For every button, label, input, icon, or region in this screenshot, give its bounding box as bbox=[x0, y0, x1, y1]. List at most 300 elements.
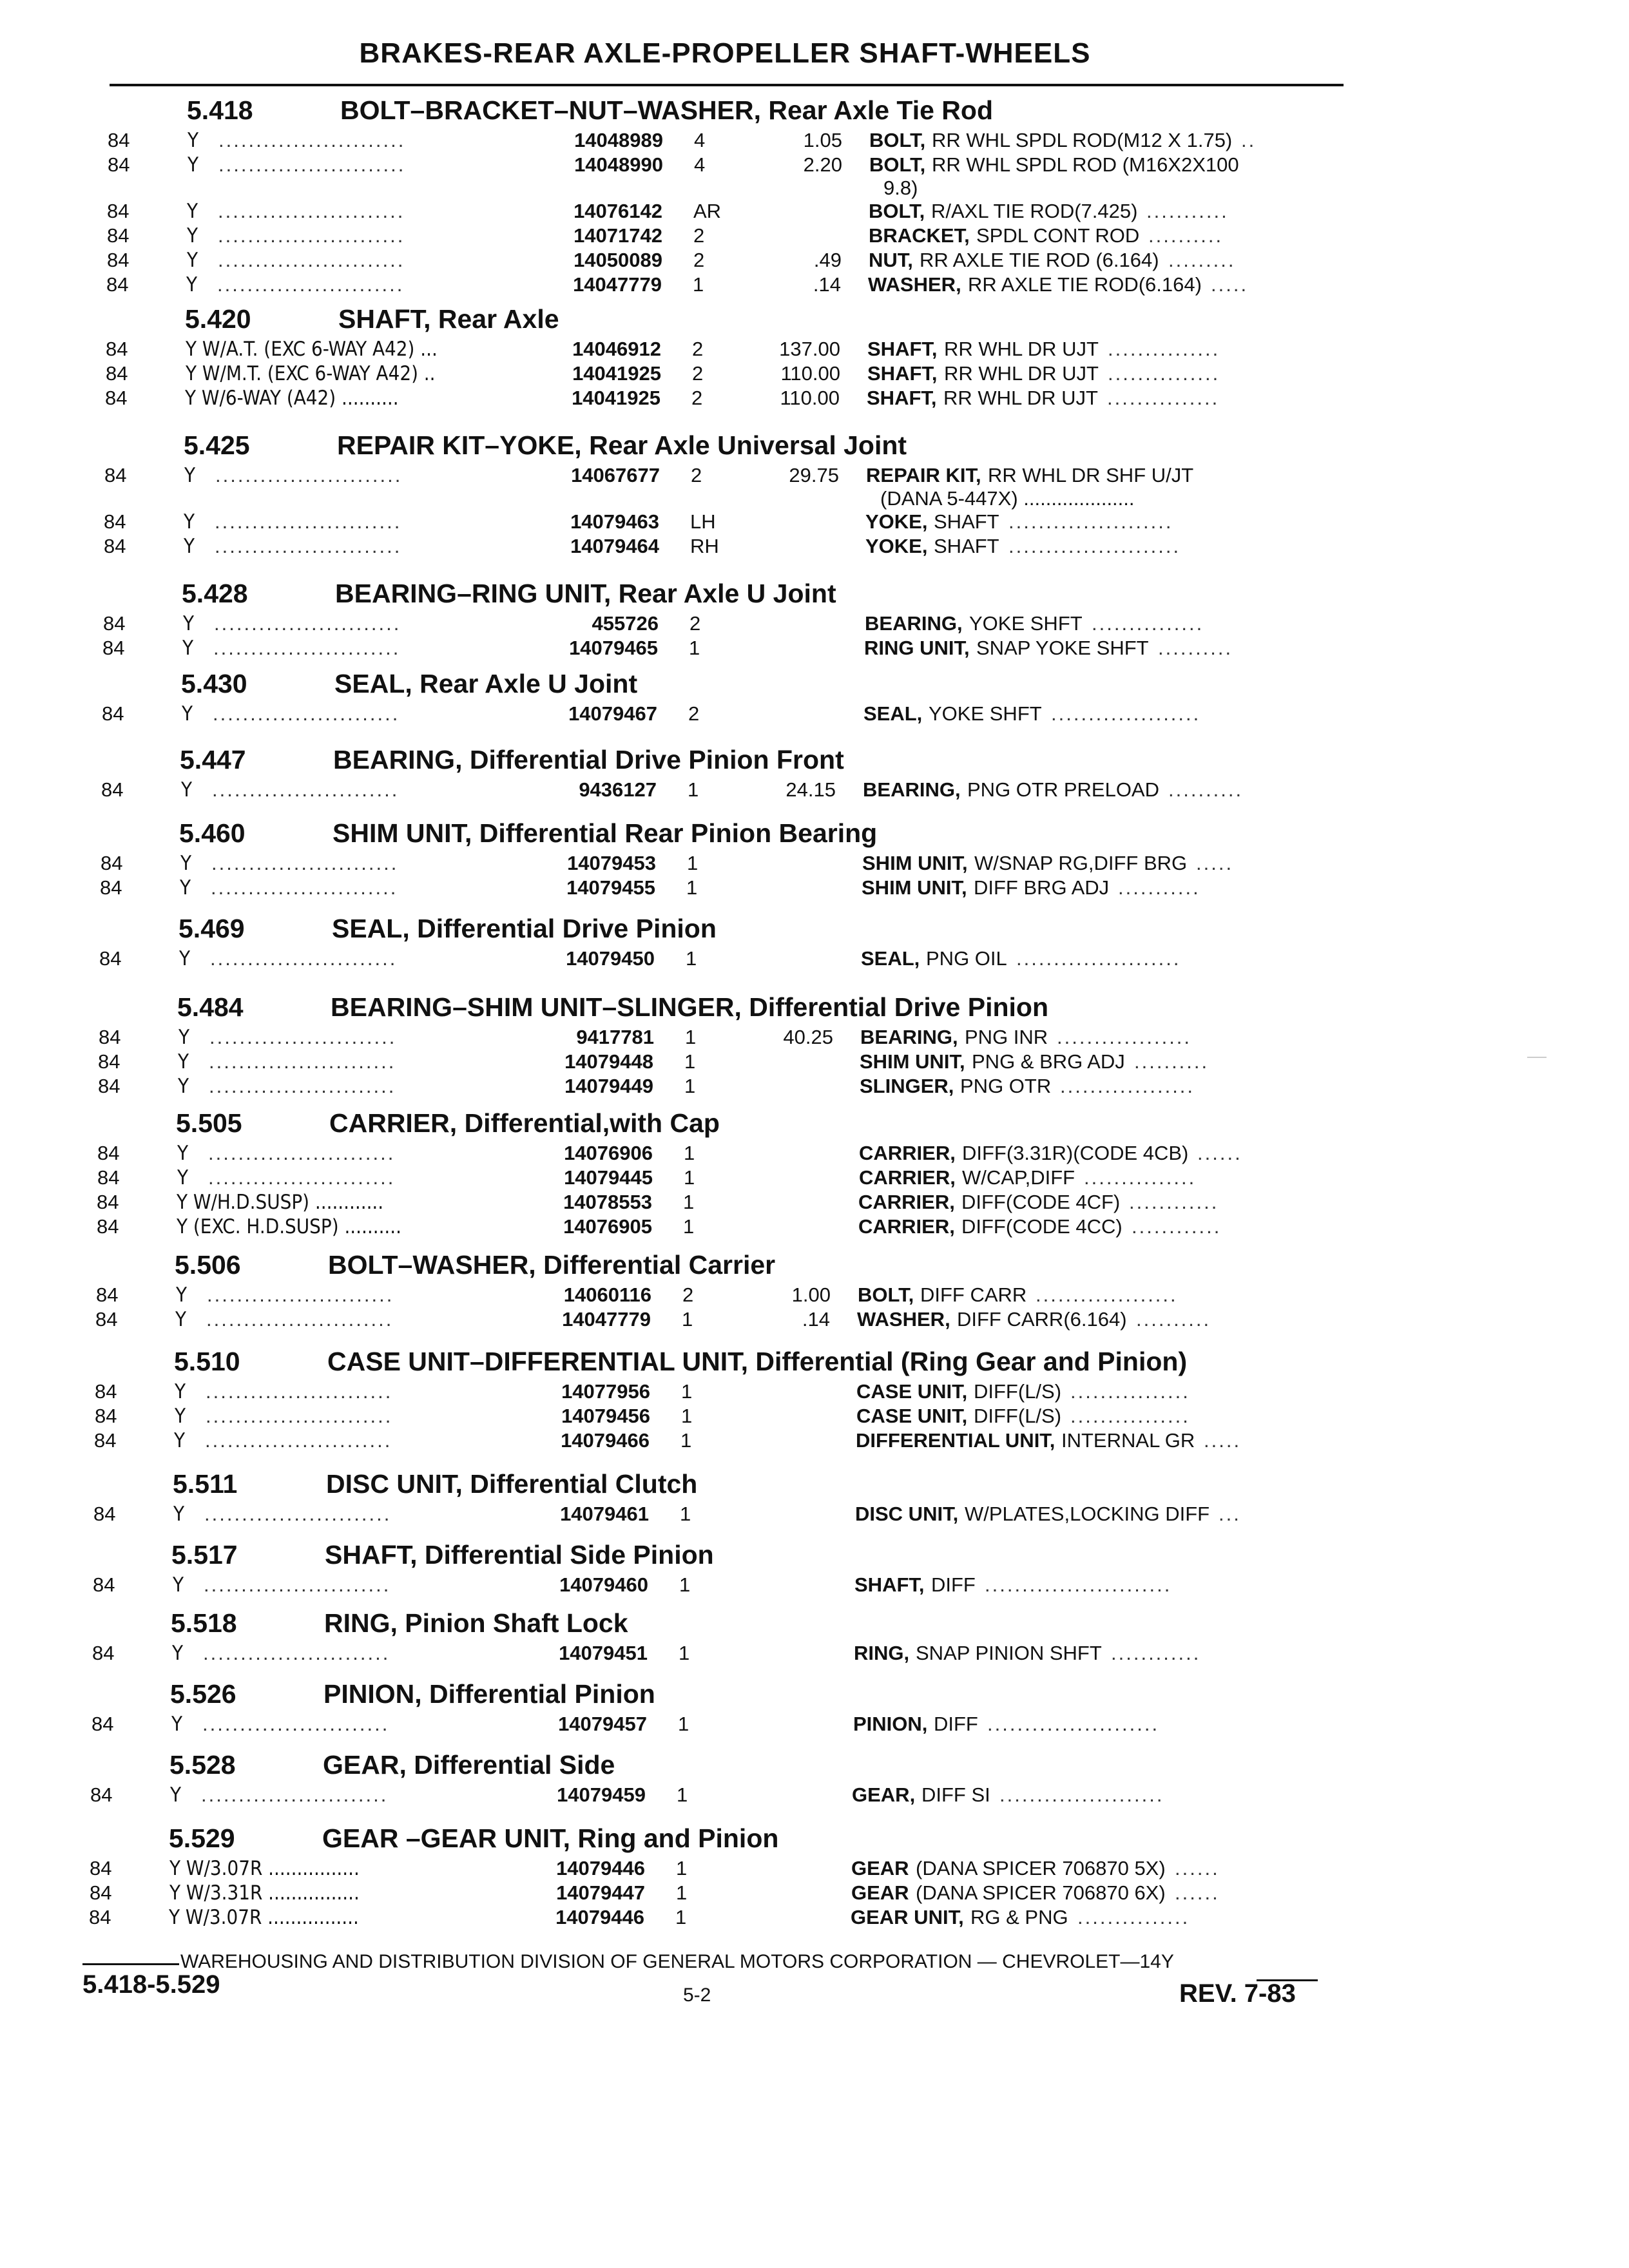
part-description: (DANA SPICER 706870 6X) bbox=[916, 1881, 1166, 1904]
part-description: SHAFT bbox=[934, 510, 999, 533]
vehicle-model: Y bbox=[175, 1380, 186, 1403]
part-number: 14079445 bbox=[564, 1166, 653, 1189]
quantity: 1 bbox=[676, 1881, 688, 1904]
vehicle-model: Y bbox=[187, 200, 198, 223]
part-description: PNG INR bbox=[965, 1026, 1048, 1048]
quantity: 1 bbox=[679, 1642, 690, 1664]
parts-row bbox=[0, 535, 1629, 561]
part-number: 14079447 bbox=[556, 1881, 645, 1904]
footer-publisher: WAREHOUSING AND DISTRIBUTION DIVISION OF GENERAL MOTORS CORPORATION — CHEVROLET—14Y bbox=[180, 1951, 1174, 1972]
header-rule bbox=[110, 84, 1344, 86]
parts-row bbox=[0, 1283, 1629, 1309]
part-number: 14079465 bbox=[569, 637, 658, 659]
part-number: 14041925 bbox=[572, 387, 660, 409]
quantity: 2 bbox=[691, 464, 702, 486]
unit-price: 2.20 bbox=[803, 153, 842, 176]
quantity: LH bbox=[690, 510, 716, 533]
part-number: 14079459 bbox=[557, 1783, 646, 1806]
parts-row bbox=[0, 1405, 1629, 1430]
model-year: 84 bbox=[92, 1642, 115, 1664]
parts-row-continued bbox=[0, 177, 1629, 202]
leader-dots: ......................... bbox=[209, 1050, 396, 1073]
part-name: YOKE, bbox=[865, 510, 928, 533]
section-number: 5.447 bbox=[180, 745, 246, 774]
part-name: SHAFT, bbox=[854, 1573, 925, 1596]
model-year: 84 bbox=[102, 702, 124, 725]
vehicle-model: Y bbox=[182, 637, 194, 660]
model-year: 84 bbox=[93, 1503, 116, 1525]
parts-row bbox=[0, 778, 1629, 804]
parts-row bbox=[0, 1857, 1629, 1883]
section-heading bbox=[169, 1750, 1329, 1782]
section-title: BEARING–SHIM UNIT–SLINGER, Differential Drive Pinion bbox=[331, 992, 1048, 1022]
part-name: DIFFERENTIAL UNIT, bbox=[856, 1429, 1055, 1452]
vehicle-model: Y bbox=[175, 1308, 187, 1331]
vehicle-model: Y bbox=[181, 778, 193, 802]
leader-dots: ............... bbox=[1108, 362, 1220, 385]
leader-dots: ................ bbox=[1070, 1380, 1190, 1403]
model-year: 84 bbox=[90, 1857, 112, 1879]
part-number: 14079457 bbox=[558, 1713, 647, 1735]
part-name: YOKE, bbox=[865, 535, 928, 557]
part-description-continued: 9.8) bbox=[883, 177, 918, 199]
part-number: 14079464 bbox=[570, 535, 659, 557]
part-number: 14079463 bbox=[570, 510, 659, 533]
quantity: 2 bbox=[688, 702, 700, 725]
section-number: 5.506 bbox=[175, 1250, 241, 1280]
leader-dots: ..... bbox=[1211, 273, 1249, 296]
section-heading bbox=[185, 304, 1345, 336]
quantity: 1 bbox=[679, 1573, 691, 1596]
model-year: 84 bbox=[98, 1050, 120, 1073]
parts-row bbox=[0, 362, 1629, 388]
leader-dots: ...................... bbox=[999, 1783, 1164, 1806]
model-year: 84 bbox=[95, 1380, 117, 1403]
vehicle-model: Y bbox=[187, 249, 198, 272]
part-description: PNG & BRG ADJ bbox=[972, 1050, 1125, 1073]
section-title: BOLT–WASHER, Differential Carrier bbox=[328, 1250, 776, 1280]
part-name: GEAR bbox=[851, 1881, 909, 1904]
section-title: CARRIER, Differential,with Cap bbox=[329, 1108, 720, 1138]
unit-price: .14 bbox=[802, 1308, 830, 1331]
parts-row bbox=[0, 1050, 1629, 1076]
vehicle-model: Y bbox=[177, 1166, 189, 1189]
quantity: 1 bbox=[688, 778, 699, 801]
part-name: NUT, bbox=[869, 249, 913, 271]
model-year: 84 bbox=[95, 1308, 118, 1331]
parts-row bbox=[0, 1906, 1629, 1932]
parts-row bbox=[0, 1191, 1629, 1216]
part-number: 14048990 bbox=[574, 153, 663, 176]
part-name: CASE UNIT, bbox=[856, 1380, 968, 1403]
part-description: DIFF(3.31R)(CODE 4CB) bbox=[962, 1142, 1189, 1164]
section-number: 5.420 bbox=[185, 304, 251, 334]
unit-price: 137.00 bbox=[779, 338, 840, 360]
model-year: 84 bbox=[106, 273, 129, 296]
part-name: GEAR, bbox=[852, 1783, 916, 1806]
section-number: 5.510 bbox=[174, 1347, 240, 1376]
parts-row bbox=[0, 1713, 1629, 1738]
model-year: 84 bbox=[99, 947, 122, 970]
part-name: BEARING, bbox=[863, 778, 961, 801]
quantity: 2 bbox=[693, 249, 705, 271]
section-heading bbox=[177, 992, 1337, 1024]
vehicle-model: Y bbox=[177, 1142, 189, 1165]
parts-row bbox=[0, 1380, 1629, 1406]
leader-dots: .......... bbox=[1168, 778, 1244, 801]
part-description: RR WHL SPDL ROD (M16X2X100 bbox=[932, 153, 1239, 176]
part-name: SEAL, bbox=[861, 947, 920, 970]
part-number: 14079461 bbox=[560, 1503, 649, 1525]
part-name: BOLT, bbox=[869, 200, 925, 222]
leader-dots: ......................... bbox=[218, 200, 405, 222]
part-name: SHIM UNIT, bbox=[860, 1050, 965, 1073]
part-name: BEARING, bbox=[865, 612, 963, 635]
model-year: 84 bbox=[107, 249, 130, 271]
section-heading bbox=[175, 1250, 1335, 1282]
leader-dots: ............... bbox=[1107, 387, 1220, 409]
quantity: 2 bbox=[682, 1283, 694, 1306]
model-year: 84 bbox=[104, 510, 126, 533]
model-year: 84 bbox=[107, 200, 130, 222]
part-number: 14060116 bbox=[563, 1283, 651, 1306]
model-year: 84 bbox=[98, 1075, 120, 1097]
parts-row bbox=[0, 702, 1629, 728]
leader-dots: ......................... bbox=[209, 1026, 397, 1048]
part-name: BOLT, bbox=[869, 129, 926, 151]
part-number: 14046912 bbox=[572, 338, 661, 360]
section-heading bbox=[169, 1823, 1329, 1856]
part-description: DIFF bbox=[931, 1573, 976, 1596]
section-number: 5.484 bbox=[177, 992, 244, 1022]
model-year: 84 bbox=[106, 362, 128, 385]
part-number: 14079448 bbox=[564, 1050, 653, 1073]
footer-revision: REV. 7-83 bbox=[1179, 1979, 1296, 2008]
leader-dots: ......................... bbox=[204, 1573, 391, 1596]
part-number: 14079466 bbox=[561, 1429, 650, 1452]
part-description: DIFF(CODE 4CC) bbox=[961, 1215, 1123, 1238]
part-number: 14079451 bbox=[559, 1642, 648, 1664]
section-title: REPAIR KIT–YOKE, Rear Axle Universal Joint bbox=[337, 430, 907, 460]
section-heading bbox=[173, 1469, 1333, 1501]
part-description: RR WHL DR UJT bbox=[944, 362, 1099, 385]
model-year: 84 bbox=[108, 129, 130, 151]
leader-dots: ..... bbox=[1204, 1429, 1242, 1452]
part-name: RING UNIT, bbox=[864, 637, 970, 659]
leader-dots: ............ bbox=[1129, 1191, 1219, 1213]
parts-row bbox=[0, 1166, 1629, 1192]
section-heading bbox=[184, 430, 1344, 463]
quantity: 4 bbox=[694, 129, 706, 151]
leader-dots: ......................... bbox=[985, 1573, 1172, 1596]
leader-dots: ............ bbox=[1132, 1215, 1222, 1238]
vehicle-model: Y W/A.T. (EXC 6-WAY A42) ... bbox=[186, 338, 438, 361]
leader-dots: ......................... bbox=[217, 273, 405, 296]
part-name: RING, bbox=[854, 1642, 910, 1664]
parts-row bbox=[0, 637, 1629, 662]
section-heading bbox=[187, 95, 1347, 128]
section-number: 5.418 bbox=[187, 95, 253, 125]
part-number: 14067677 bbox=[571, 464, 660, 486]
part-description: W/SNAP RG,DIFF BRG bbox=[974, 852, 1188, 874]
quantity: RH bbox=[690, 535, 719, 557]
vehicle-model: Y bbox=[175, 1405, 186, 1428]
vehicle-model: Y bbox=[173, 1503, 185, 1526]
leader-dots: ......................... bbox=[215, 464, 403, 486]
parts-row bbox=[0, 852, 1629, 878]
quantity: 1 bbox=[678, 1713, 689, 1735]
quantity: AR bbox=[693, 200, 722, 222]
leader-dots: ........... bbox=[1118, 876, 1200, 899]
part-description: YOKE SHFT bbox=[929, 702, 1042, 725]
leader-dots: ......................... bbox=[213, 702, 400, 725]
vehicle-model: Y bbox=[188, 153, 199, 177]
unit-price: 24.15 bbox=[786, 778, 836, 801]
leader-dots: ....................... bbox=[1008, 535, 1181, 557]
section-title: GEAR, Differential Side bbox=[323, 1750, 615, 1780]
part-name: DISC UNIT, bbox=[855, 1503, 959, 1525]
parts-row bbox=[0, 464, 1629, 490]
part-description: PNG OTR bbox=[960, 1075, 1052, 1097]
leader-dots: ...................... bbox=[1008, 510, 1173, 533]
vehicle-model: Y bbox=[182, 702, 193, 726]
leader-dots: ......................... bbox=[205, 1429, 392, 1452]
section-title: SEAL, Differential Drive Pinion bbox=[332, 914, 717, 943]
vehicle-model: Y bbox=[170, 1783, 182, 1807]
unit-price: 110.00 bbox=[780, 387, 840, 409]
quantity: 1 bbox=[683, 1215, 695, 1238]
quantity: 1 bbox=[686, 947, 697, 970]
section-heading bbox=[174, 1347, 1334, 1379]
part-description: SNAP YOKE SHFT bbox=[976, 637, 1149, 659]
parts-row bbox=[0, 1215, 1629, 1241]
section-title: CASE UNIT–DIFFERENTIAL UNIT, Differential (Ring Gear and Pinion) bbox=[327, 1347, 1188, 1376]
model-year: 84 bbox=[97, 1166, 120, 1189]
part-number: 14071742 bbox=[574, 224, 662, 247]
leader-dots: ......................... bbox=[218, 249, 405, 271]
vehicle-model: Y bbox=[178, 1026, 190, 1049]
part-number: 14079455 bbox=[566, 876, 655, 899]
section-title: DISC UNIT, Differential Clutch bbox=[326, 1469, 698, 1499]
quantity: 2 bbox=[691, 387, 703, 409]
leader-dots: ......................... bbox=[212, 778, 400, 801]
parts-row bbox=[0, 249, 1629, 274]
part-description: RR WHL SPDL ROD(M12 X 1.75) bbox=[932, 129, 1233, 151]
part-name: SHAFT, bbox=[867, 338, 938, 360]
footer-section-range: 5.418-5.529 bbox=[82, 1970, 220, 1999]
section-number: 5.528 bbox=[169, 1750, 236, 1780]
section-heading bbox=[181, 669, 1341, 701]
model-year: 84 bbox=[97, 1142, 120, 1164]
leader-dots: ......................... bbox=[214, 612, 401, 635]
vehicle-model: Y bbox=[171, 1713, 183, 1736]
parts-row bbox=[0, 1503, 1629, 1528]
part-name: WASHER, bbox=[857, 1308, 950, 1331]
section-heading bbox=[171, 1540, 1331, 1572]
vehicle-model: Y bbox=[178, 1050, 189, 1073]
vehicle-model: Y bbox=[172, 1642, 184, 1665]
part-name: BOLT, bbox=[858, 1283, 914, 1306]
page-header-title: BRAKES-REAR AXLE-PROPELLER SHAFT-WHEELS bbox=[359, 37, 1091, 69]
section-title: BOLT–BRACKET–NUT–WASHER, Rear Axle Tie Rod bbox=[340, 95, 994, 125]
leader-dots: ............... bbox=[1092, 612, 1204, 635]
part-name: SHAFT, bbox=[867, 362, 938, 385]
part-description: R/AXL TIE ROD(7.425) bbox=[931, 200, 1138, 222]
leader-dots: .................. bbox=[1057, 1026, 1192, 1048]
part-description: RR AXLE TIE ROD (6.164) bbox=[920, 249, 1159, 271]
part-description: SNAP PINION SHFT bbox=[916, 1642, 1102, 1664]
vehicle-model: Y bbox=[184, 535, 195, 558]
unit-price: 40.25 bbox=[783, 1026, 833, 1048]
section-heading bbox=[180, 745, 1340, 777]
parts-row bbox=[0, 1429, 1629, 1455]
part-description: YOKE SHFT bbox=[969, 612, 1083, 635]
model-year: 84 bbox=[96, 1283, 119, 1306]
parts-row bbox=[0, 338, 1629, 363]
leader-dots: ...... bbox=[1175, 1881, 1220, 1904]
vehicle-model: Y bbox=[184, 510, 195, 533]
leader-dots: ..... bbox=[1196, 852, 1234, 874]
leader-dots: ................... bbox=[1036, 1283, 1178, 1306]
part-name: CARRIER, bbox=[858, 1215, 955, 1238]
part-description: DIFF(CODE 4CF) bbox=[961, 1191, 1121, 1213]
leader-dots: ............... bbox=[1077, 1906, 1190, 1928]
quantity: 1 bbox=[684, 1166, 695, 1189]
part-name: BEARING, bbox=[860, 1026, 958, 1048]
unit-price: 1.00 bbox=[791, 1283, 831, 1306]
quantity: 1 bbox=[686, 876, 698, 899]
quantity: 1 bbox=[681, 1380, 693, 1403]
model-year: 84 bbox=[94, 1429, 117, 1452]
part-name: CARRIER, bbox=[859, 1166, 956, 1189]
part-description: DIFF(L/S) bbox=[974, 1405, 1062, 1427]
model-year: 84 bbox=[101, 778, 124, 801]
section-heading bbox=[179, 818, 1339, 850]
parts-row bbox=[0, 1142, 1629, 1168]
vehicle-model: Y bbox=[174, 1429, 186, 1452]
part-name: GEAR UNIT, bbox=[851, 1906, 964, 1928]
leader-dots: .......... bbox=[1148, 224, 1224, 247]
leader-dots: ...... bbox=[1175, 1857, 1220, 1879]
model-year: 84 bbox=[100, 876, 122, 899]
part-number: 14077956 bbox=[561, 1380, 650, 1403]
vehicle-model: Y W/3.07R ................ bbox=[169, 1906, 359, 1929]
quantity: 1 bbox=[680, 1503, 691, 1525]
part-description: DIFF bbox=[934, 1713, 978, 1735]
vehicle-model: Y bbox=[173, 1573, 184, 1597]
leader-dots: ......................... bbox=[206, 1405, 393, 1427]
vehicle-model: Y W/M.T. (EXC 6-WAY A42) .. bbox=[186, 362, 436, 385]
quantity: 1 bbox=[676, 1857, 688, 1879]
part-number: 14079456 bbox=[561, 1405, 650, 1427]
section-title: SHAFT, Rear Axle bbox=[338, 304, 559, 334]
section-number: 5.469 bbox=[178, 914, 245, 943]
part-name: SHAFT, bbox=[867, 387, 937, 409]
part-number: 14050089 bbox=[574, 249, 662, 271]
leader-dots: ......................... bbox=[210, 947, 398, 970]
quantity: 1 bbox=[684, 1075, 696, 1097]
leader-dots: ......................... bbox=[207, 1283, 394, 1306]
leader-dots: ... bbox=[1219, 1503, 1241, 1525]
quantity: 1 bbox=[687, 852, 699, 874]
vehicle-model: Y W/6-WAY (A42) .......... bbox=[185, 387, 399, 410]
part-number: 14079446 bbox=[555, 1906, 644, 1928]
part-number: 9417781 bbox=[576, 1026, 654, 1048]
model-year: 84 bbox=[108, 153, 130, 176]
section-title: PINION, Differential Pinion bbox=[323, 1679, 655, 1709]
part-number: 14079450 bbox=[566, 947, 655, 970]
leader-dots: ......................... bbox=[211, 852, 399, 874]
leader-dots: ......................... bbox=[201, 1783, 389, 1806]
leader-dots: ....................... bbox=[987, 1713, 1160, 1735]
vehicle-model: Y W/3.07R ................ bbox=[169, 1857, 360, 1880]
parts-row bbox=[0, 612, 1629, 638]
model-year: 84 bbox=[89, 1906, 111, 1928]
vehicle-model: Y bbox=[180, 876, 191, 899]
leader-dots: ...................... bbox=[1016, 947, 1181, 970]
leader-dots: ......................... bbox=[209, 1075, 396, 1097]
parts-row bbox=[0, 1642, 1629, 1667]
model-year: 84 bbox=[101, 852, 123, 874]
model-year: 84 bbox=[106, 338, 128, 360]
vehicle-model: Y bbox=[179, 947, 191, 970]
footer-rule-left bbox=[82, 1963, 179, 1965]
quantity: 2 bbox=[692, 362, 704, 385]
model-year: 84 bbox=[92, 1713, 114, 1735]
quantity: 1 bbox=[683, 1191, 695, 1213]
part-name: SHIM UNIT, bbox=[862, 876, 967, 899]
section-title: SHAFT, Differential Side Pinion bbox=[325, 1540, 714, 1570]
vehicle-model: Y W/H.D.SUSP) ............ bbox=[177, 1191, 384, 1214]
footer-page-number: 5-2 bbox=[683, 1984, 711, 2006]
part-description: RR WHL DR SHF U/JT bbox=[988, 464, 1194, 486]
part-number: 14079460 bbox=[559, 1573, 648, 1596]
part-name: GEAR bbox=[851, 1857, 909, 1879]
part-number: 14079453 bbox=[567, 852, 656, 874]
vehicle-model: Y bbox=[187, 224, 198, 247]
quantity: 2 bbox=[693, 224, 705, 247]
part-name: REPAIR KIT, bbox=[866, 464, 981, 486]
part-name: CARRIER, bbox=[859, 1142, 956, 1164]
part-number: 14041925 bbox=[572, 362, 661, 385]
parts-row bbox=[0, 1026, 1629, 1052]
part-number: 14076142 bbox=[574, 200, 662, 222]
part-number: 9436127 bbox=[579, 778, 657, 801]
vehicle-model: Y bbox=[183, 612, 195, 635]
quantity: 2 bbox=[692, 338, 704, 360]
quantity: 1 bbox=[689, 637, 700, 659]
part-description: RR AXLE TIE ROD(6.164) bbox=[968, 273, 1202, 296]
section-number: 5.517 bbox=[171, 1540, 238, 1570]
vehicle-model: Y bbox=[180, 852, 192, 875]
model-year: 84 bbox=[104, 464, 127, 486]
model-year: 84 bbox=[93, 1573, 115, 1596]
leader-dots: .................... bbox=[1051, 702, 1201, 725]
leader-dots: ............ bbox=[1111, 1642, 1201, 1664]
quantity: 1 bbox=[680, 1429, 692, 1452]
part-name: CASE UNIT, bbox=[856, 1405, 968, 1427]
leader-dots: .......... bbox=[1158, 637, 1233, 659]
parts-row bbox=[0, 200, 1629, 226]
part-description: DIFF SI bbox=[921, 1783, 990, 1806]
leader-dots: ......... bbox=[1168, 249, 1236, 271]
leader-dots: ......................... bbox=[213, 637, 401, 659]
leader-dots: ................ bbox=[1070, 1405, 1190, 1427]
leader-dots: ......................... bbox=[202, 1713, 390, 1735]
part-name: CARRIER, bbox=[858, 1191, 955, 1213]
section-number: 5.511 bbox=[173, 1469, 238, 1499]
leader-dots: ......................... bbox=[208, 1142, 396, 1164]
